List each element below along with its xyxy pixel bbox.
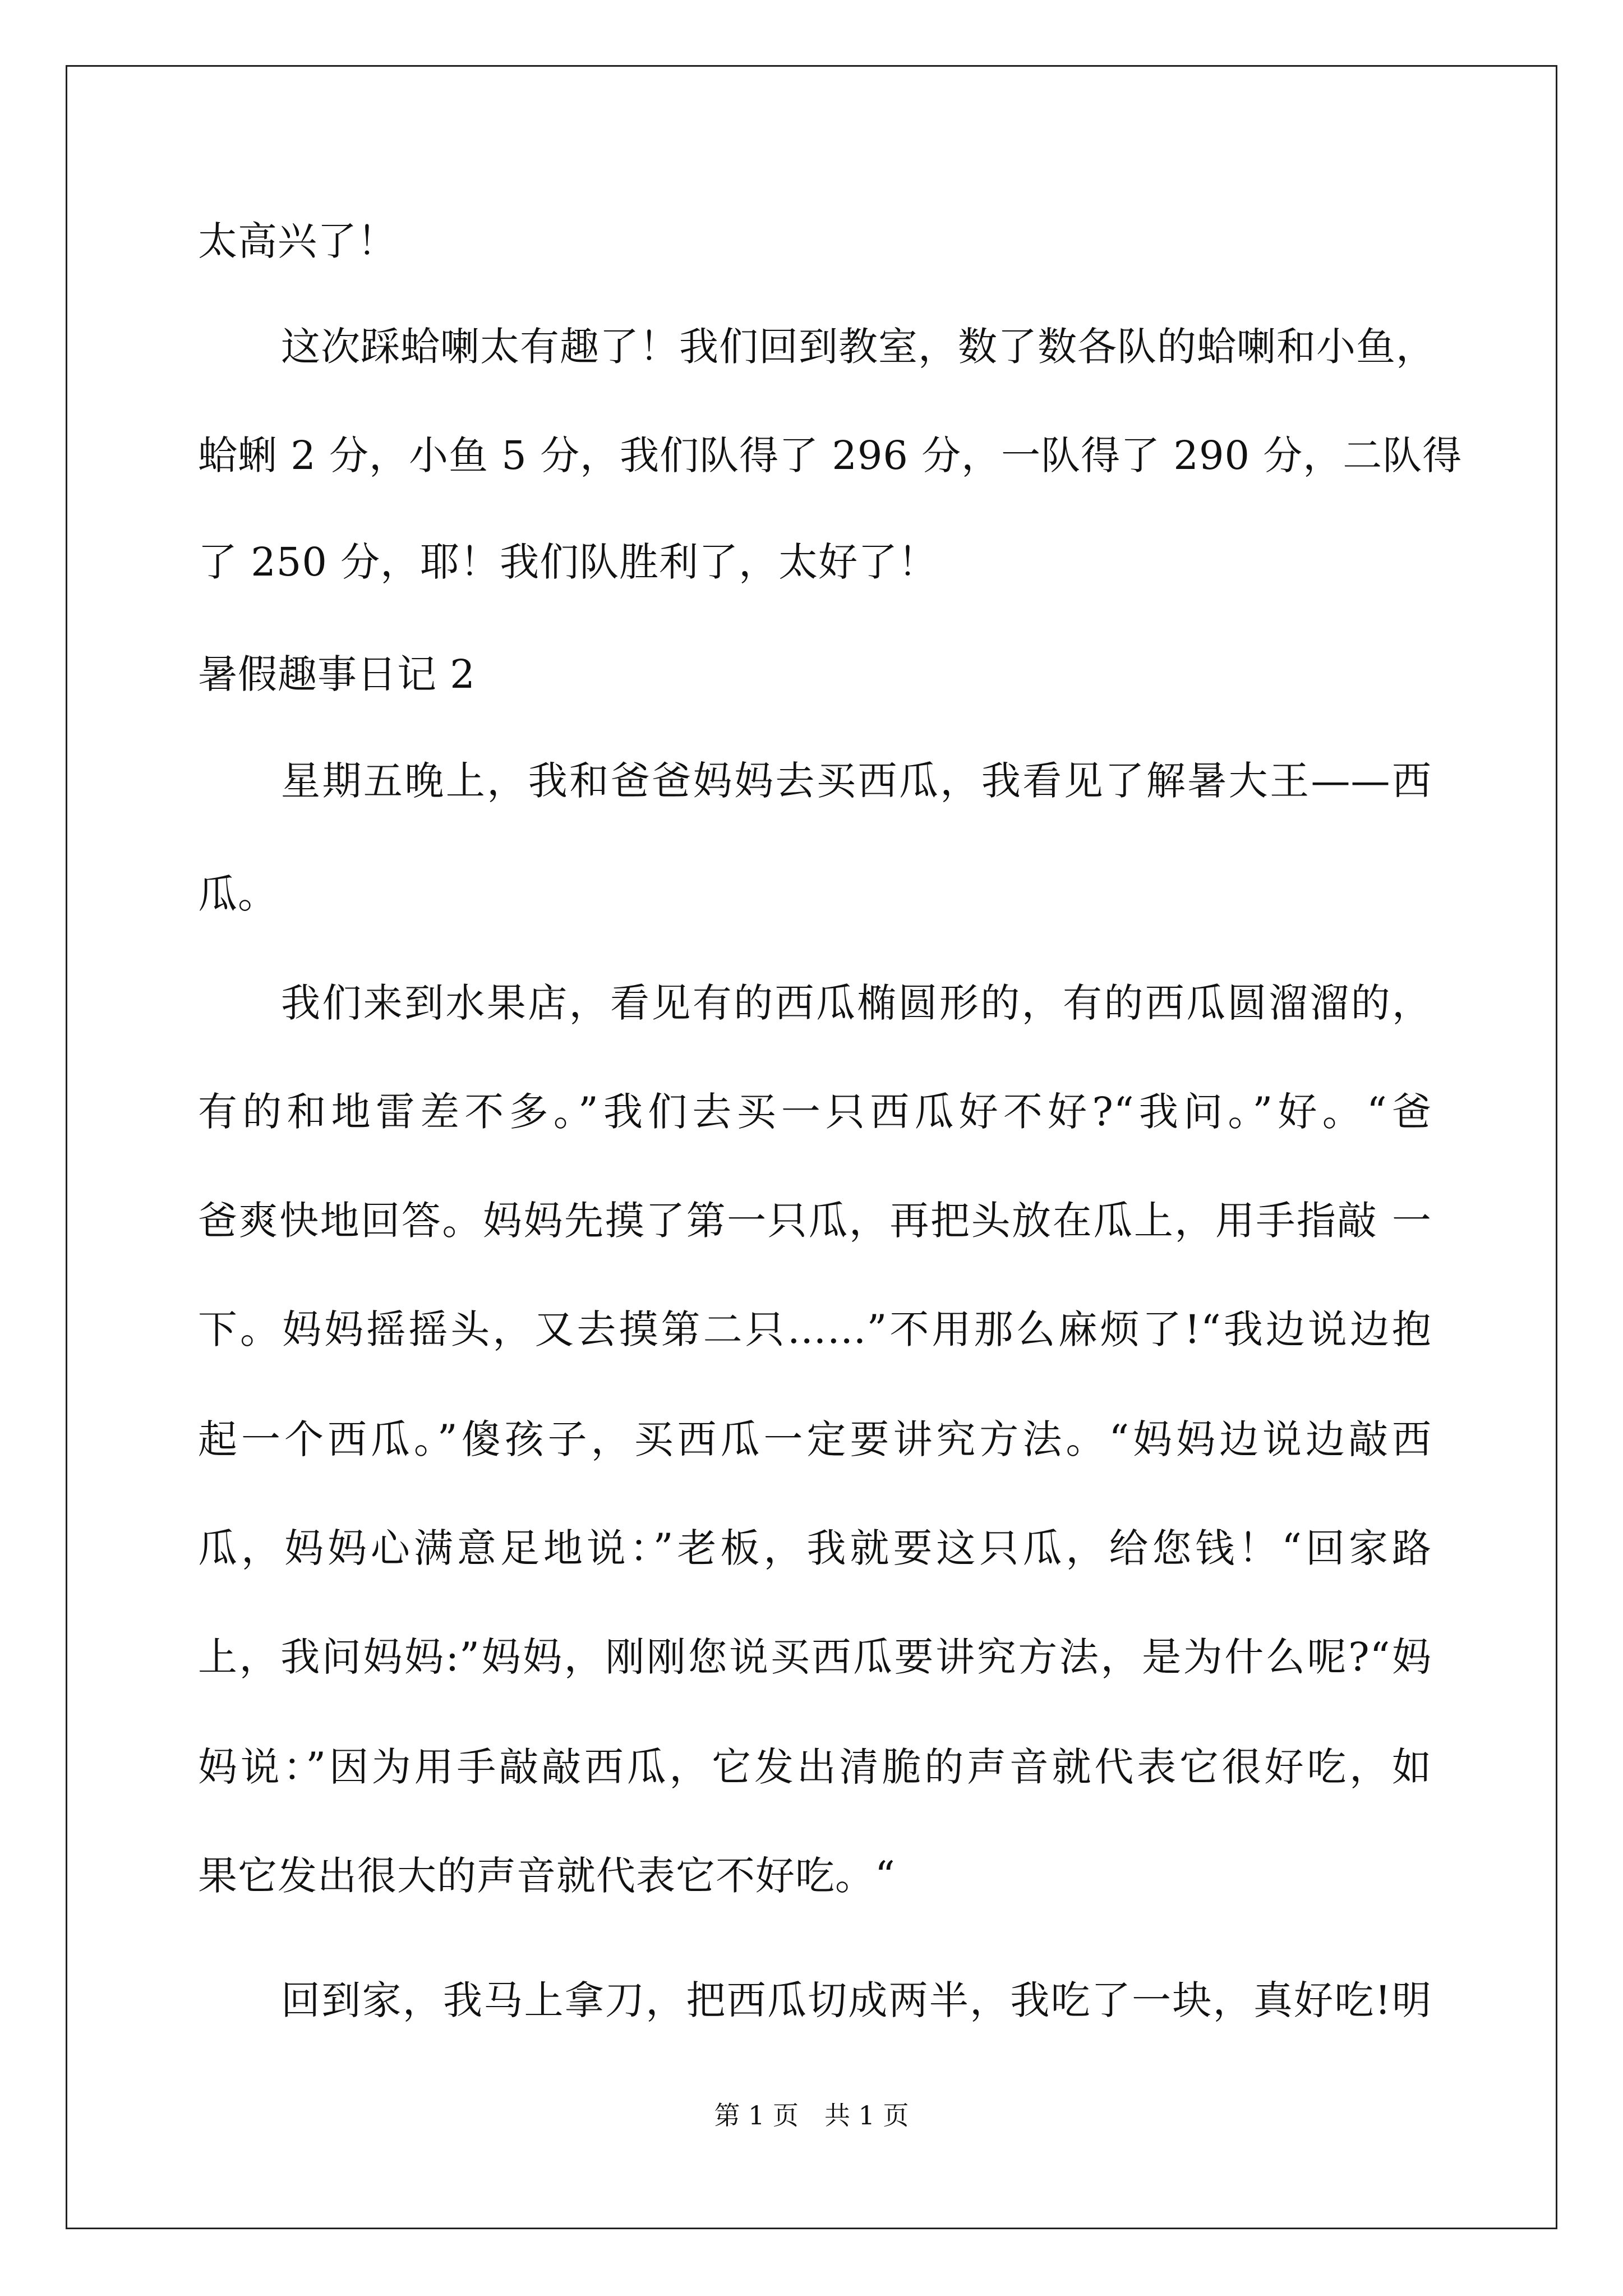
text-line: 爸爽快地回答。妈妈先摸了第一只瓜，再把头放在瓜上，用手指敲 一 bbox=[198, 1198, 1432, 1244]
text-line: 这次踩蛤喇太有趣了！我们回到教室，数了数各队的蛤喇和小鱼， bbox=[281, 324, 1436, 370]
text-line: 了 250 分，耶！我们队胜利了，太好了！ bbox=[198, 539, 938, 585]
text-line: 回到家，我马上拿刀，把西瓜切成两半，我吃了一块，真好吃!明 bbox=[281, 1977, 1432, 2023]
text-line: 上，我问妈妈:”妈妈，刚刚您说买西瓜要讲究方法，是为什么呢?“妈 bbox=[198, 1634, 1432, 1680]
text-line: 瓜。 bbox=[198, 871, 278, 917]
text-line: 星期五晚上，我和爸爸妈妈去买西瓜，我看见了解暑大王——西 bbox=[281, 758, 1432, 804]
section-heading: 暑假趣事日记 2 bbox=[198, 651, 476, 697]
text-line: 我们来到水果店，看见有的西瓜椭圆形的，有的西瓜圆溜溜的， bbox=[281, 980, 1432, 1026]
text-line: 瓜，妈妈心满意足地说：”老板，我就要这只瓜，给您钱！“回家路 bbox=[198, 1525, 1432, 1571]
text-line: 下。妈妈摇摇头，又去摸第二只……”不用那么麻烦了!“我边说边抱 bbox=[198, 1306, 1432, 1352]
text-line: 蛤蜊 2 分，小鱼 5 分，我们队得了 296 分，一队得了 290 分，二队得 bbox=[198, 432, 1463, 478]
text-line: 太高兴了！ bbox=[198, 218, 397, 264]
page-border bbox=[66, 65, 1557, 2229]
text-line: 果它发出很大的声音就代表它不好吃。“ bbox=[198, 1853, 896, 1899]
text-line: 妈说：”因为用手敲敲西瓜，它发出清脆的声音就代表它很好吃，如 bbox=[198, 1744, 1432, 1790]
text-line: 起一个西瓜。”傻孩子，买西瓜一定要讲究方法。“妈妈边说边敲西 bbox=[198, 1416, 1432, 1462]
page-footer: 第 1 页 共 1 页 bbox=[714, 2100, 909, 2131]
text-line: 有的和地雷差不多。”我们去买一只西瓜好不好?“我问。”好。“爸 bbox=[198, 1089, 1432, 1135]
